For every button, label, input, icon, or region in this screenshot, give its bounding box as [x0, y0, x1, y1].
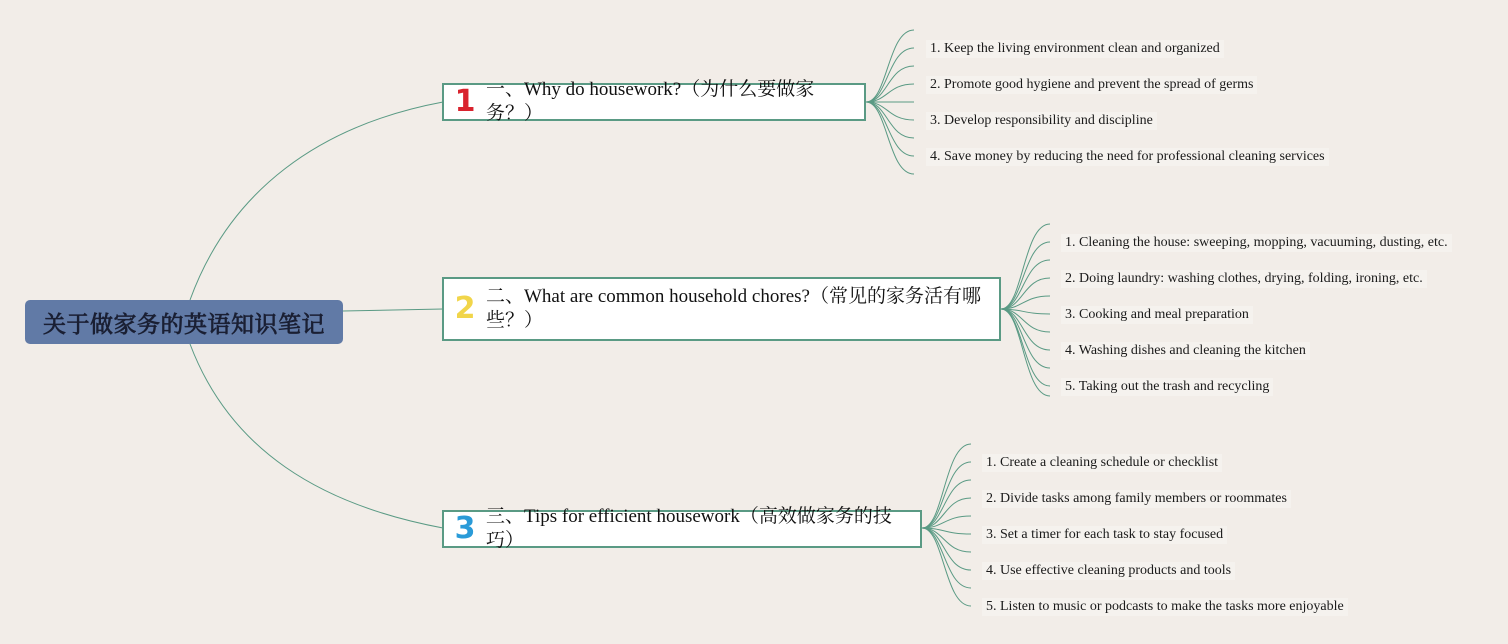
connector-branch-3-leaf	[922, 462, 971, 528]
root-topic[interactable]	[25, 300, 343, 344]
branch-topic-1-label: 一、Why do housework?（为什么要做家务？）	[486, 79, 815, 124]
subtopic-2-2[interactable]: 2. Doing laundry: washing clothes, drying, folding, ironing, etc.	[1061, 270, 1427, 288]
connector-branch-2-leaf	[1001, 242, 1050, 309]
connector-root-branch-1	[190, 102, 443, 300]
connector-branch-1-leaf	[866, 48, 914, 102]
branch-topic-1[interactable]	[442, 79, 866, 124]
branch-topic-2[interactable]	[442, 277, 1001, 341]
connector-branch-2-leaf	[1001, 278, 1050, 309]
number-1-icon: 1	[454, 84, 476, 119]
subtopic-3-1[interactable]: 1. Create a cleaning schedule or checklist	[982, 454, 1222, 472]
subtopic-3-5[interactable]: 5. Listen to music or podcasts to make the tasks more enjoyable	[982, 598, 1348, 616]
subtopic-3-3[interactable]: 3. Set a timer for each task to stay focused	[982, 526, 1227, 544]
number-2-icon: 2	[454, 291, 476, 326]
connector-branch-3-leaf	[922, 528, 971, 570]
branch-topic-3-label: 三、Tips for efficient housework（高效做家务的技巧）	[486, 506, 892, 551]
connector-root-branch-2	[343, 309, 443, 311]
root-topic-label: 关于做家务的英语知识笔记	[43, 311, 325, 338]
number-3-icon: 3	[454, 511, 476, 546]
connector-branch-2-leaf	[1001, 309, 1050, 386]
connector-branch-1-leaf	[866, 102, 914, 156]
subtopic-2-5[interactable]: 5. Taking out the trash and recycling	[1061, 378, 1273, 396]
connector-branch-3-leaf	[922, 528, 971, 588]
subtopic-2-3[interactable]: 3. Cooking and meal preparation	[1061, 306, 1253, 324]
connector-branch-3-leaf	[922, 444, 971, 528]
subtopic-2-1[interactable]: 1. Cleaning the house: sweeping, mopping, vacuuming, dusting, etc.	[1061, 234, 1452, 252]
subtopic-1-4[interactable]: 4. Save money by reducing the need for professional cleaning services	[926, 148, 1329, 166]
branch-topic-3[interactable]	[442, 506, 922, 551]
connector-branch-3-leaf	[922, 498, 971, 528]
subtopic-1-1[interactable]: 1. Keep the living environment clean and organized	[926, 40, 1224, 58]
connector-branch-3-leaf	[922, 528, 971, 606]
subtopic-3-2[interactable]: 2. Divide tasks among family members or roommates	[982, 490, 1291, 508]
connector-root-branch-3	[190, 344, 443, 528]
subtopic-1-2[interactable]: 2. Promote good hygiene and prevent the spread of germs	[926, 76, 1257, 94]
subtopic-1-3[interactable]: 3. Develop responsibility and discipline	[926, 112, 1157, 130]
subtopic-2-4[interactable]: 4. Washing dishes and cleaning the kitchen	[1061, 342, 1310, 360]
subtopic-3-4[interactable]: 4. Use effective cleaning products and tools	[982, 562, 1235, 580]
branch-topic-2-label: 二、What are common household chores?（常见的家务活有哪些？）	[486, 286, 981, 331]
